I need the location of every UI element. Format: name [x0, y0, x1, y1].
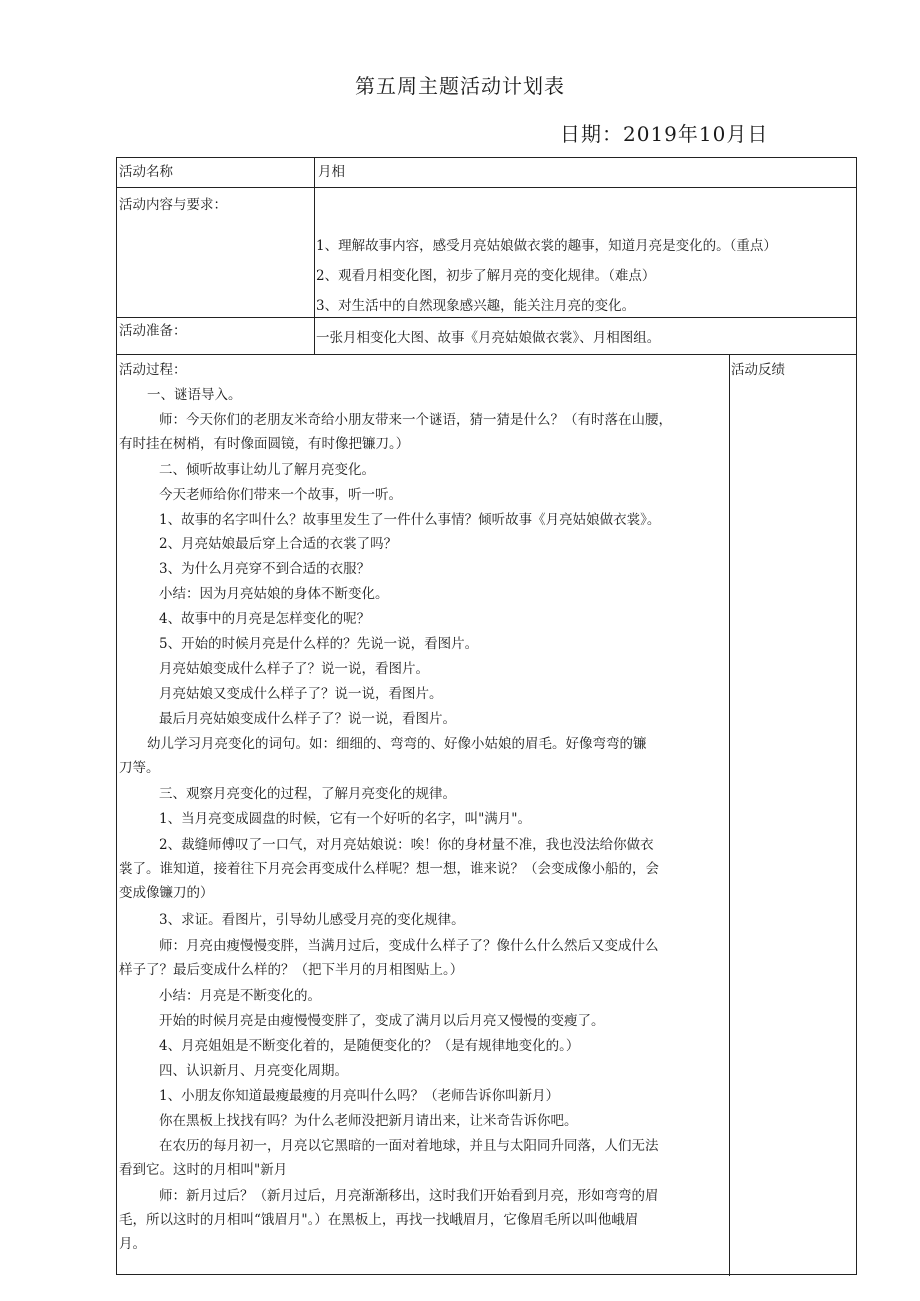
process-line: 3、求证。看图片，引导幼儿感受月亮的变化规律。 [159, 912, 465, 928]
preparation-label: 活动准备： [119, 323, 187, 339]
process-line: 今天老师给你们带来一个故事，听一听。 [159, 487, 402, 503]
process-line: 看到它。这时的月相叫"新月 [119, 1162, 288, 1178]
process-line: 2、月亮姑娘最后穿上合适的衣裳了吗？ [159, 536, 398, 552]
process-line: 开始的时候月亮是由瘦慢慢变胖了，变成了满月以后月亮又慢慢的变瘦了。 [159, 1013, 605, 1029]
process-line: 在农历的每月初一，月亮以它黑暗的一面对着地球，并且与太阳同升同落，人们无法 [159, 1138, 659, 1154]
process-label: 活动过程： [119, 362, 187, 378]
process-line: 5、开始的时候月亮是什么样的？先说一说，看图片。 [159, 636, 479, 652]
process-line: 二、倾听故事让幼儿了解月亮变化。 [159, 462, 375, 478]
process-line: 毛，所以这时的月相叫“饿眉月"。）在黑板上，再找一找峨眉月，它像眉毛所以叫他峨眉 [119, 1212, 639, 1228]
process-line: 3、为什么月亮穿不到合适的衣服？ [159, 561, 371, 577]
process-line: 最后月亮姑娘变成什么样子了？说一说，看图片。 [159, 711, 456, 727]
requirements-label: 活动内容与要求： [119, 197, 227, 213]
row-divider [117, 354, 856, 355]
process-line: 刀等。 [119, 760, 160, 776]
process-line: 变成像镰刀的） [119, 885, 214, 901]
process-line: 1、当月亮变成圆盘的时候，它有一个好听的名字，叫"满月"。 [159, 811, 532, 827]
process-line: 师：月亮由瘦慢慢变胖，当满月过后，变成什么样子了？像什么什么然后又变成什么 [159, 938, 659, 954]
process-line: 师：今天你们的老朋友米奇给小朋友带来一个谜语，猜一猜是什么？（有时落在山腰， [159, 412, 672, 428]
column-divider [314, 158, 315, 354]
requirement-item: 3、对生活中的自然现象感兴趣，能关注月亮的变化。 [316, 298, 636, 314]
process-line: 幼儿学习月亮变化的词句。如：细细的、弯弯的、好像小姑娘的眉毛。好像弯弯的镰 [147, 736, 647, 752]
process-line: 样子了？最后变成什么样的？（把下半月的月相图贴上。） [119, 962, 464, 978]
process-line: 你在黑板上找找有吗？为什么老师没把新月请出来，让米奇告诉你吧。 [159, 1113, 578, 1129]
requirement-item: 1、理解故事内容，感受月亮姑娘做衣裳的趣事，知道月亮是变化的。（重点） [316, 238, 777, 254]
process-line: 月。 [119, 1236, 146, 1252]
requirement-item: 2、观看月相变化图，初步了解月亮的变化规律。（难点） [316, 268, 656, 284]
process-line: 4、故事中的月亮是怎样变化的呢？ [159, 611, 371, 627]
process-line: 1、小朋友你知道最瘦最瘦的月亮叫什么吗？（老师告诉你叫新月） [159, 1088, 560, 1104]
process-line: 月亮姑娘又变成什么样子了？说一说，看图片。 [159, 686, 443, 702]
process-line: 2、裁缝师傅叹了一口气，对月亮姑娘说：唉！你的身材量不准，我也没法给你做衣 [159, 837, 654, 853]
process-line: 小结：因为月亮姑娘的身体不断变化。 [159, 586, 389, 602]
page-title: 第五周主题活动计划表 [355, 74, 565, 98]
process-line: 有时挂在树梢，有时像面圆镜，有时像把镰刀。） [119, 436, 410, 452]
row-divider [117, 187, 856, 188]
process-line: 师：新月过后？（新月过后，月亮渐渐移出，这时我们开始看到月亮，形如弯弯的眉 [159, 1188, 659, 1204]
process-line: 小结：月亮是不断变化的。 [159, 988, 321, 1004]
column-divider [729, 354, 730, 1276]
preparation-value: 一张月相变化大图、故事《月亮姑娘做衣裳》、月相图组。 [316, 330, 661, 346]
activity-name-label: 活动名称 [119, 164, 173, 180]
process-line: 裳了。谁知道，接着往下月亮会再变成什么样呢？想一想，谁来说？（会变成像小船的，会 [119, 861, 659, 877]
plan-date: 日期：2019年10月日 [560, 122, 769, 146]
process-line: 三、观察月亮变化的过程，了解月亮变化的规律。 [159, 786, 456, 802]
process-line: 月亮姑娘变成什么样子了？说一说，看图片。 [159, 661, 429, 677]
activity-plan-table [116, 157, 857, 1275]
process-line: 四、认识新月、月亮变化周期。 [159, 1063, 348, 1079]
process-line: 一、谜语导入。 [147, 387, 242, 403]
row-divider [117, 317, 856, 318]
process-line: 4、月亮姐姐是不断变化着的，是随便变化的？（是有规律地变化的。） [159, 1038, 580, 1054]
process-line: 1、故事的名字叫什么？故事里发生了一件什么事情？倾听故事《月亮姑娘做衣裳》。 [159, 512, 661, 528]
feedback-label: 活动反绩 [731, 362, 785, 378]
activity-name-value: 月相 [318, 164, 345, 180]
